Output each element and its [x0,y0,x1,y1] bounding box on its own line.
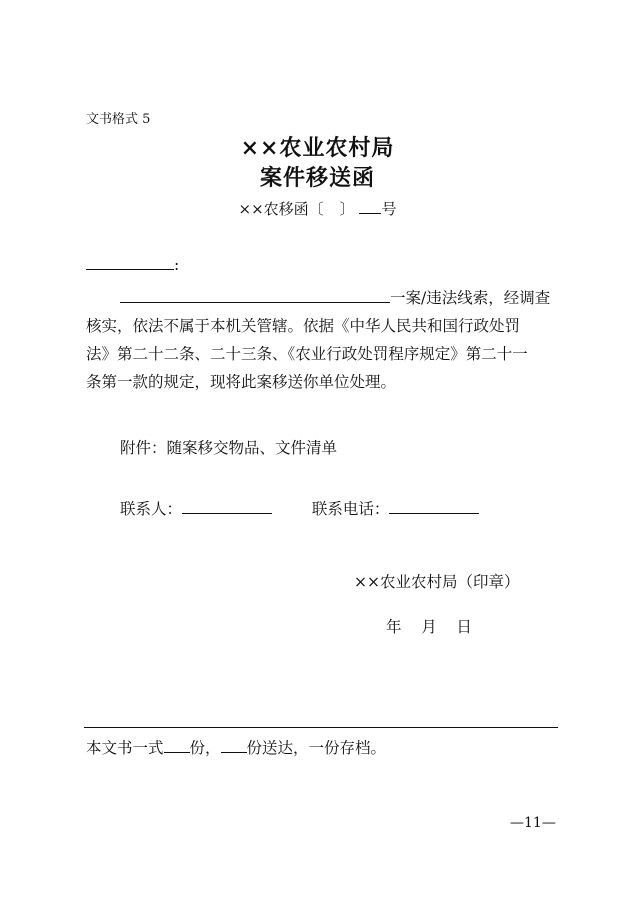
form-label: 文书格式 5 [86,112,151,127]
contact-person-label: 联系人： [120,500,183,518]
contact-line [120,497,479,519]
docno-number-blank [359,213,381,214]
contact-person-blank [182,513,272,514]
contact-phone-blank [389,513,479,514]
footer-part-2: 份， [189,739,221,757]
body-line-1 [86,284,566,312]
signature-date: 年 月 日 [386,618,472,636]
document-title-type: 案件移送函 [259,165,375,191]
document-title-agency: ××农业农村局 [240,135,395,161]
body-line-2: 核实，依法不属于本机关管辖。依据《中华人民共和国行政处罚 [86,317,521,335]
docno-bracket-close: 〕 [339,200,355,218]
copies-sent-blank [221,752,247,753]
document-number [0,198,635,219]
addressee-colon: : [174,256,180,274]
copies-total-blank [164,752,190,753]
signature-agency: ××农业农村局（印章） [354,573,520,591]
footer-part-1: 本文书一式 [86,739,164,757]
footer-divider [84,727,558,728]
body-line-3: 法》第二十二条、二十三条、《农业行政处罚程序规定》第二十一 [86,345,528,363]
body-line-4: 条第一款的规定，现将此案移送你单位处理。 [86,373,397,391]
docno-suffix: 号 [381,200,397,218]
addressee-line [86,256,179,274]
body-paragraph [86,284,566,396]
attachment-line: 附件：随案移交物品、文件清单 [120,439,338,457]
docno-prefix: ××农移函〔 [238,200,324,218]
contact-phone-label: 联系电话： [311,500,390,518]
case-name-blank [120,302,390,303]
addressee-blank [86,269,174,270]
footer-copies-note [86,736,386,758]
footer-part-3: 份送达，一份存档。 [246,739,387,757]
body-line-1-text: 一案/违法线索，经调查 [390,289,551,307]
page-number: —11— [510,815,556,831]
